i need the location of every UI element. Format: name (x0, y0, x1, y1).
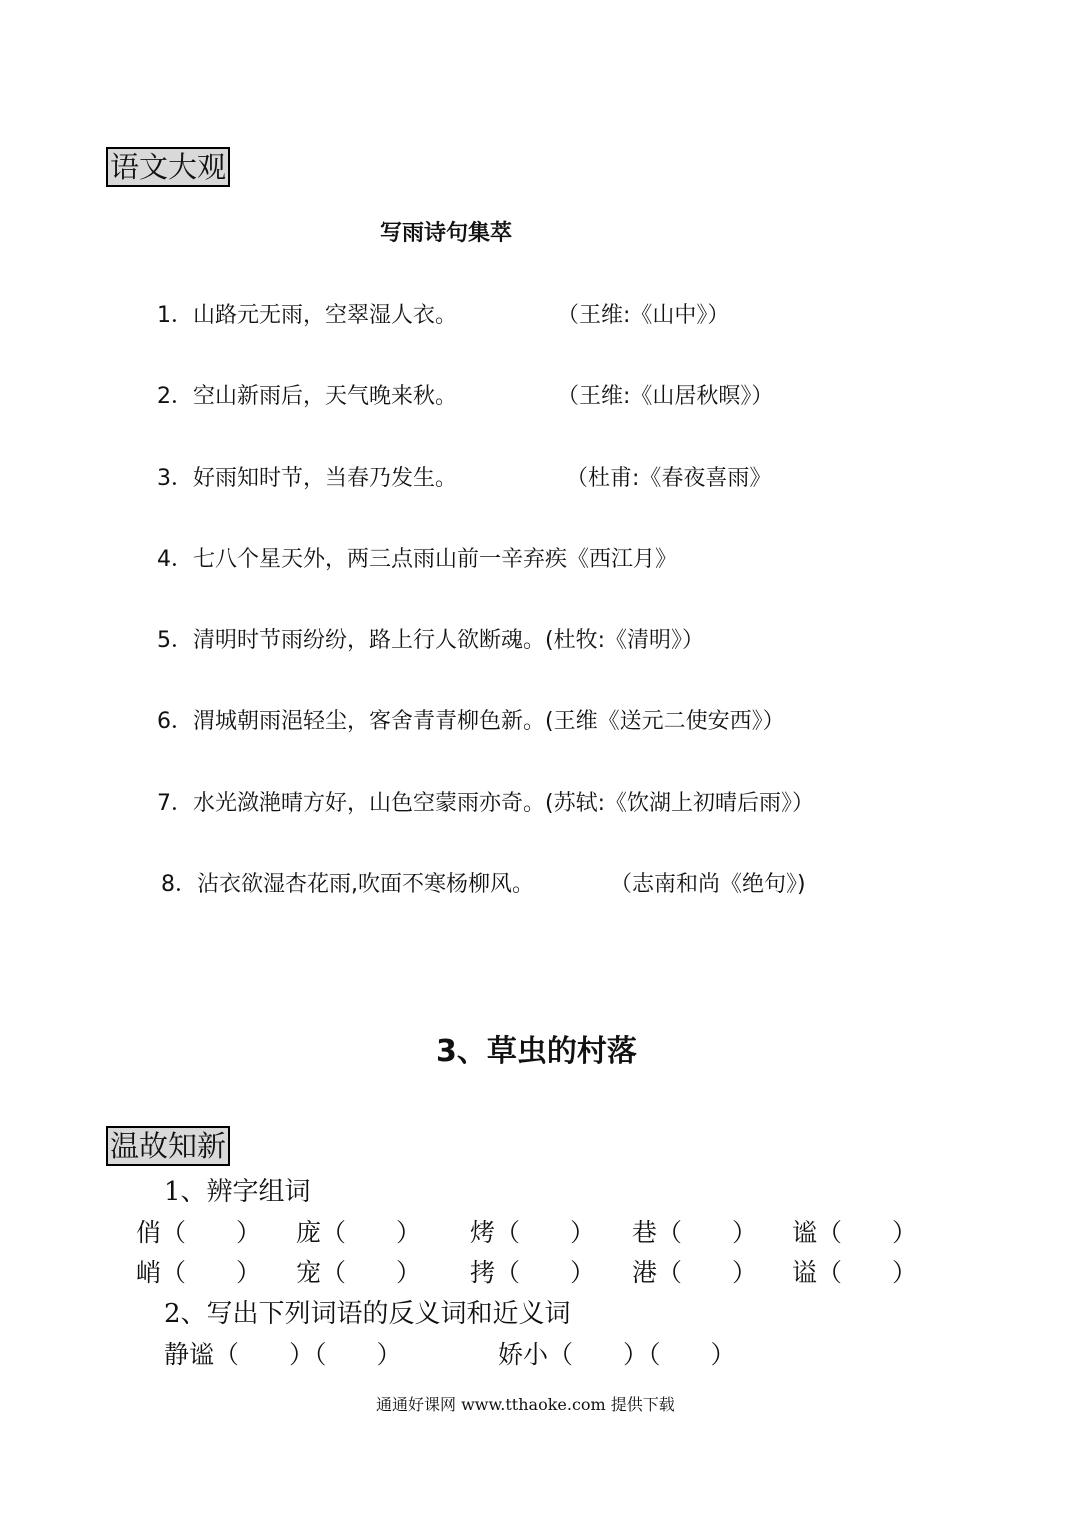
poem-line-7: 7．水光潋滟晴方好，山色空蒙雨亦奇。(苏轼:《饮湖上初晴后雨》） (157, 791, 814, 816)
question-2-label: 2、写出下列词语的反义词和近义词 (164, 1299, 571, 1329)
poem-collection-title: 写雨诗句集萃 (380, 221, 513, 246)
poem-line-3: 3．好雨知时节，当春乃发生。 (157, 466, 457, 491)
poem-line-1: 1．山路元无雨，空翠湿人衣。 (157, 303, 457, 328)
exercise-item: 谥（ ） (792, 1258, 918, 1287)
exercise-item: 港（ ） (632, 1258, 758, 1287)
section-tag-wengu-zhixin: 温故知新 (106, 1126, 230, 1166)
exercise-item: 俏（ ） (136, 1218, 262, 1247)
exercise-item: 烤（ ） (470, 1218, 596, 1247)
poem-line-2: 2．空山新雨后，天气晚来秋。 (157, 384, 457, 409)
section-tag-yuwen-daguan: 语文大观 (106, 147, 230, 187)
exercise-row-1 (136, 1213, 936, 1245)
exercise-item: 峭（ ） (136, 1258, 262, 1287)
antonym-item-jingmi: 静谧（ ）（ ） (164, 1340, 402, 1369)
antonym-item-jiaoxiao: 娇小（ ）（ ） (498, 1340, 736, 1369)
poem-line-8: 8．沾衣欲湿杏花雨,吹面不寒杨柳风。 (161, 872, 534, 897)
exercise-item: 拷（ ） (470, 1258, 596, 1287)
question-1-label: 1、辨字组词 (164, 1177, 311, 1207)
footer-download-note: 通通好课网 www.tthaoke.com 提供下载 (376, 1395, 675, 1414)
poem-source-3: （杜甫:《春夜喜雨》 (566, 466, 772, 491)
exercise-item: 宠（ ） (296, 1258, 422, 1287)
poem-source-2: （王维:《山居秋暝》） (557, 384, 774, 409)
exercise-item: 庞（ ） (296, 1218, 422, 1247)
exercise-item: 巷（ ） (632, 1218, 758, 1247)
exercise-row-2 (136, 1253, 936, 1285)
chapter-title: 3、草虫的村落 (436, 1034, 637, 1069)
poem-source-1: （王维:《山中》） (557, 303, 730, 328)
poem-line-6: 6．渭城朝雨浥轻尘，客舍青青柳色新。(王维《送元二使安西》） (157, 709, 785, 734)
poem-line-4: 4．七八个星天外，两三点雨山前一辛弃疾《西江月》 (157, 547, 677, 572)
exercise-item: 谧（ ） (792, 1218, 918, 1247)
poem-line-5: 5．清明时节雨纷纷，路上行人欲断魂。(杜牧:《清明》） (157, 628, 704, 653)
poem-source-8: （志南和尚《绝句》) (610, 872, 806, 897)
